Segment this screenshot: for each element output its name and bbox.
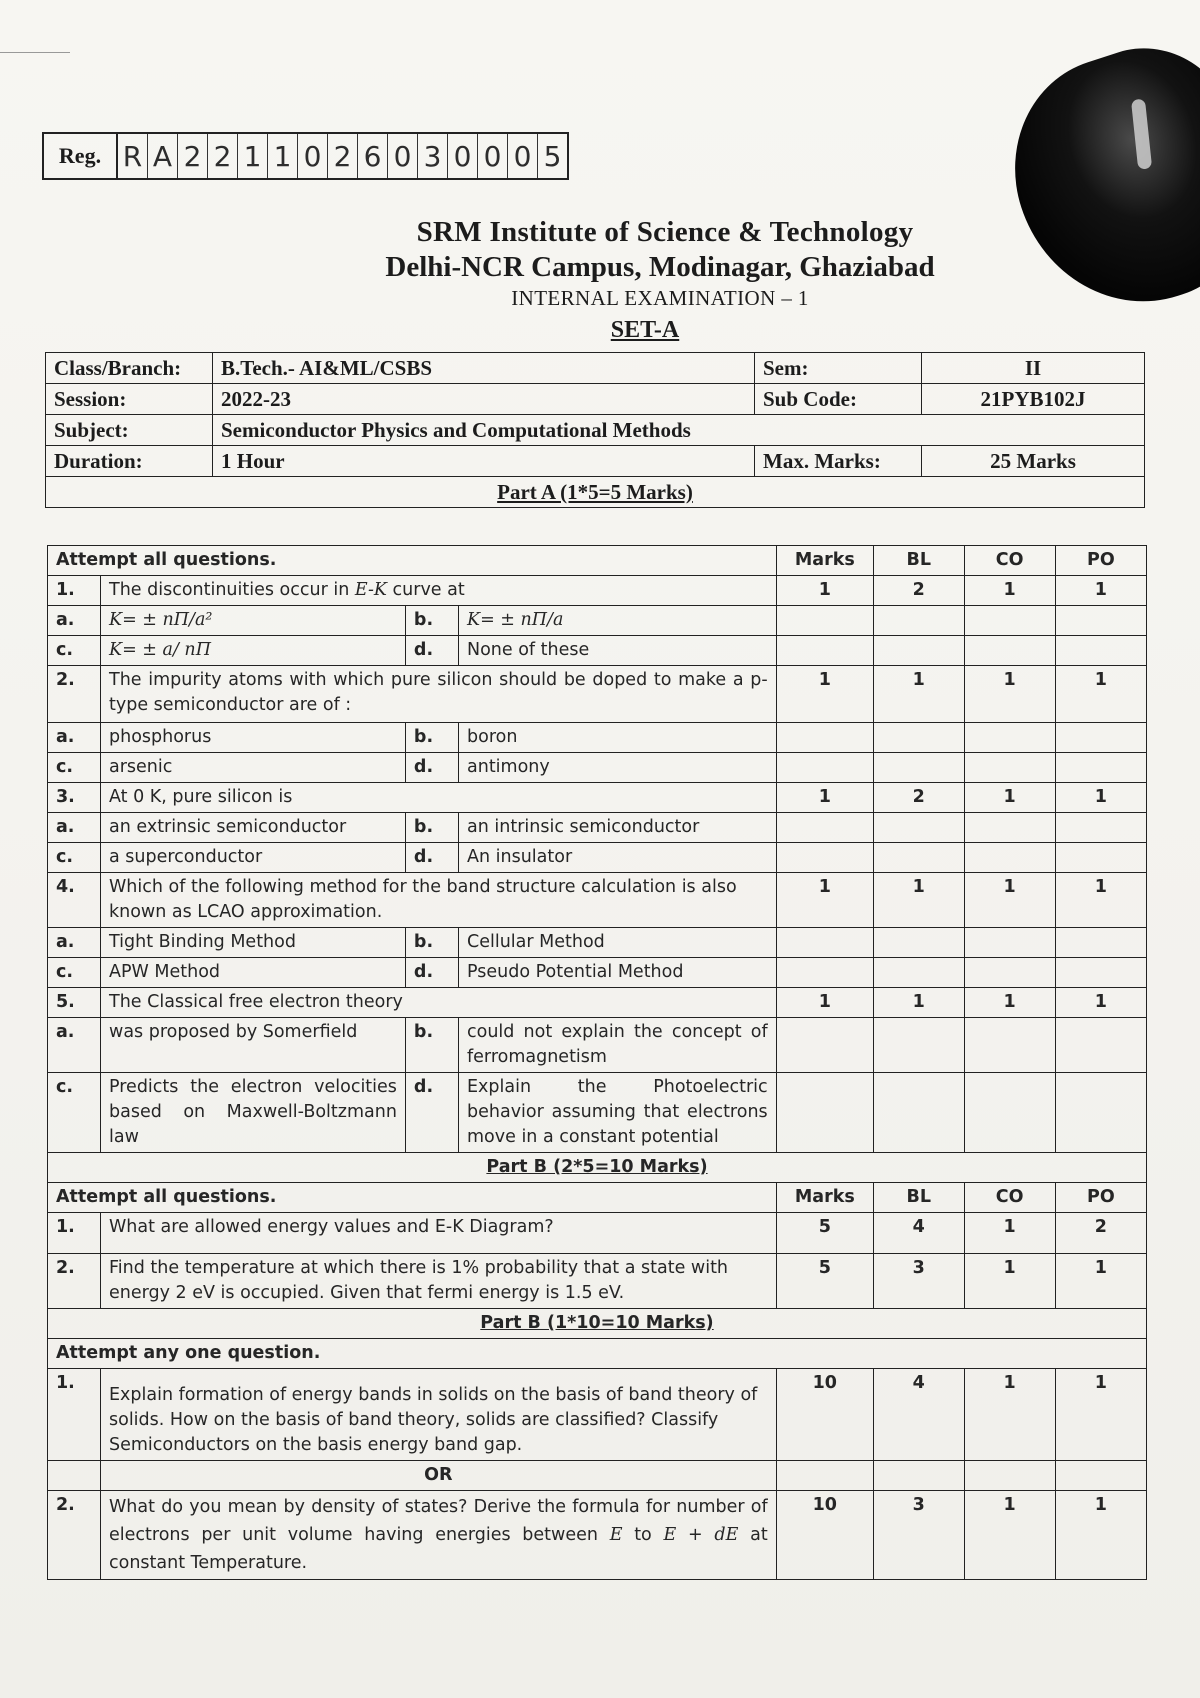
question-bl: 1 <box>873 873 964 928</box>
question-po: 1 <box>1055 1369 1146 1461</box>
exam-name: INTERNAL EXAMINATION – 1 <box>511 286 809 310</box>
option-b: boron <box>459 723 777 753</box>
option-row: a. Tight Binding Method b. Cellular Method <box>48 928 1147 958</box>
session-label: Session: <box>46 384 213 415</box>
option-c: a superconductor <box>101 843 406 873</box>
reg-digit: 6 <box>358 134 388 178</box>
question-number: 2. <box>48 666 101 723</box>
option-d: An insulator <box>459 843 777 873</box>
option-c: Predicts the electron velocities based on Maxwell-Boltzmann law <box>101 1073 406 1153</box>
question-bl: 4 <box>873 1369 964 1461</box>
question-row <box>48 1491 1147 1580</box>
question-row <box>48 1213 1147 1254</box>
question-text: At 0 K, pure silicon is <box>101 783 777 813</box>
question-po: 1 <box>1055 576 1146 606</box>
subcode-value: 21PYB102J <box>922 384 1145 415</box>
exam-header <box>0 216 1200 344</box>
question-bl: 3 <box>873 1254 964 1309</box>
co-header: CO <box>964 546 1055 576</box>
question-number: 3. <box>48 783 101 813</box>
question-co: 1 <box>964 783 1055 813</box>
question-marks: 1 <box>776 873 873 928</box>
question-marks: 5 <box>776 1254 873 1309</box>
option-row: c. Predicts the electron velocities based on Maxwell-Boltzmann law d. Explain the Photoelectric behavior assuming that electrons move in a constant potential <box>48 1073 1147 1153</box>
option-b: an intrinsic semiconductor <box>459 813 777 843</box>
exam-info-table <box>45 352 1145 508</box>
option-a: was proposed by Somerfield <box>101 1018 406 1073</box>
question-bl: 1 <box>873 988 964 1018</box>
duration-label: Duration: <box>46 446 213 477</box>
option-row: a. phosphorus b. boron <box>48 723 1147 753</box>
or-separator: OR <box>101 1461 777 1491</box>
question-po: 1 <box>1055 873 1146 928</box>
option-row: c. APW Method d. Pseudo Potential Method <box>48 958 1147 988</box>
questions-table <box>47 545 1147 1580</box>
question-text: The Classical free electron theory <box>101 988 777 1018</box>
question-text: The impurity atoms with which pure silicon should be doped to make a p-type semiconductor are of : <box>101 666 777 723</box>
option-b: K= ± nΠ/a <box>459 606 777 636</box>
reg-digit: 5 <box>543 139 562 173</box>
question-row <box>48 1369 1147 1461</box>
question-row <box>48 783 1147 813</box>
option-d: Pseudo Potential Method <box>459 958 777 988</box>
question-text: What do you mean by density of states? Derive the formula for number of electrons per unit volume having energies between E to E + dE at constant Temperature. <box>101 1491 777 1580</box>
question-marks: 1 <box>776 576 873 606</box>
part-a-instruction: Attempt all questions. <box>48 546 777 576</box>
part-a-title: Part A (1*5=5 Marks) <box>497 479 693 504</box>
question-po: 1 <box>1055 1491 1146 1580</box>
question-marks: 1 <box>776 783 873 813</box>
question-bl: 2 <box>873 576 964 606</box>
option-row: c. K= ± a/ nΠ d. None of these <box>48 636 1147 666</box>
option-a: K= ± nΠ/a² <box>101 606 406 636</box>
option-c: APW Method <box>101 958 406 988</box>
question-text: Find the temperature at which there is 1% probability that a state with energy 2 eV is occupied. Given that fermi energy is 1.5 eV. <box>101 1254 777 1309</box>
option-a: an extrinsic semiconductor <box>101 813 406 843</box>
reg-digit: 1 <box>268 134 298 178</box>
option-row: a. K= ± nΠ/a² b. K= ± nΠ/a <box>48 606 1147 636</box>
part-b2-title: Part B (1*10=10 Marks) <box>48 1309 1147 1339</box>
question-co: 1 <box>964 576 1055 606</box>
registration-digits <box>118 134 567 178</box>
marks-header: Marks <box>776 546 873 576</box>
option-row: a. an extrinsic semiconductor b. an intrinsic semiconductor <box>48 813 1147 843</box>
option-c: K= ± a/ nΠ <box>101 636 406 666</box>
part-b1-title: Part B (2*5=10 Marks) <box>48 1153 1147 1183</box>
question-marks: 5 <box>776 1213 873 1254</box>
question-text: Explain formation of energy bands in solids on the basis of band theory of solids. How on the basis of band theory, solids are classified? Classify Semiconductors on the basis energy band gap. <box>101 1369 777 1461</box>
part-b1-instruction: Attempt all questions. <box>48 1183 777 1213</box>
question-po: 1 <box>1055 783 1146 813</box>
question-number: 2. <box>48 1254 101 1309</box>
question-co: 1 <box>964 988 1055 1018</box>
question-bl: 1 <box>873 666 964 723</box>
reg-digit: 2 <box>208 134 238 178</box>
option-c: arsenic <box>101 753 406 783</box>
part-a-title-cell <box>46 477 1145 508</box>
sem-label: Sem: <box>755 353 922 384</box>
registration-label: Reg. <box>44 134 118 178</box>
question-po: 2 <box>1055 1213 1146 1254</box>
bl-header: BL <box>873 546 964 576</box>
option-d: Explain the Photoelectric behavior assuming that electrons move in a constant potential <box>459 1073 777 1153</box>
question-number: 4. <box>48 873 101 928</box>
question-marks: 1 <box>776 666 873 723</box>
question-co: 1 <box>964 873 1055 928</box>
question-text: Which of the following method for the band structure calculation is also known as LCAO approximation. <box>101 873 777 928</box>
option-d: None of these <box>459 636 777 666</box>
question-po: 1 <box>1055 666 1146 723</box>
question-row <box>48 1254 1147 1309</box>
duration-value: 1 Hour <box>213 446 755 477</box>
question-number: 1. <box>48 1369 101 1461</box>
reg-digit: 2 <box>178 134 208 178</box>
question-row <box>48 988 1147 1018</box>
registration-box <box>42 132 569 180</box>
bl-header: BL <box>873 1183 964 1213</box>
question-co: 1 <box>964 1369 1055 1461</box>
institute-name: SRM Institute of Science & Technology <box>416 216 914 248</box>
question-number: 2. <box>48 1491 101 1580</box>
option-b: could not explain the concept of ferromagnetism <box>459 1018 777 1073</box>
question-row <box>48 666 1147 723</box>
reg-digit: 0 <box>508 134 538 178</box>
maxmarks-value: 25 Marks <box>922 446 1145 477</box>
question-bl: 4 <box>873 1213 964 1254</box>
option-row: a. was proposed by Somerfield b. could not explain the concept of ferromagnetism <box>48 1018 1147 1073</box>
question-bl: 2 <box>873 783 964 813</box>
part-b2-instruction: Attempt any one question. <box>48 1339 1147 1369</box>
question-marks: 1 <box>776 988 873 1018</box>
option-a: phosphorus <box>101 723 406 753</box>
class-label: Class/Branch: <box>46 353 213 384</box>
question-row <box>48 576 1147 606</box>
reg-digit: 0 <box>478 134 508 178</box>
question-text: What are allowed energy values and E-K Diagram? <box>101 1213 777 1254</box>
subcode-label: Sub Code: <box>755 384 922 415</box>
reg-digit: 1 <box>238 134 268 178</box>
question-co: 1 <box>964 1491 1055 1580</box>
scan-edge-line <box>0 52 70 53</box>
po-header: PO <box>1055 1183 1146 1213</box>
reg-digit: 3 <box>418 134 448 178</box>
sem-value: II <box>922 353 1145 384</box>
question-number: 1. <box>48 1213 101 1254</box>
subject-label: Subject: <box>46 415 213 446</box>
question-co: 1 <box>964 1213 1055 1254</box>
set-label: SET-A <box>610 317 680 343</box>
question-number: 5. <box>48 988 101 1018</box>
question-number: 1. <box>48 576 101 606</box>
question-co: 1 <box>964 1254 1055 1309</box>
reg-digit: R <box>118 134 148 178</box>
reg-digit: 0 <box>448 134 478 178</box>
question-po: 1 <box>1055 1254 1146 1309</box>
question-marks: 10 <box>776 1369 873 1461</box>
class-value: B.Tech.- AI&ML/CSBS <box>213 353 755 384</box>
subject-value: Semiconductor Physics and Computational Methods <box>213 415 1145 446</box>
option-d: antimony <box>459 753 777 783</box>
marks-header: Marks <box>776 1183 873 1213</box>
question-bl: 3 <box>873 1491 964 1580</box>
reg-digit: 2 <box>328 134 358 178</box>
option-row: c. arsenic d. antimony <box>48 753 1147 783</box>
option-b: Cellular Method <box>459 928 777 958</box>
question-text: The discontinuities occur in E-K curve at <box>101 576 777 606</box>
question-po: 1 <box>1055 988 1146 1018</box>
option-row: c. a superconductor d. An insulator <box>48 843 1147 873</box>
co-header: CO <box>964 1183 1055 1213</box>
reg-digit: 0 <box>298 134 328 178</box>
maxmarks-label: Max. Marks: <box>755 446 922 477</box>
session-value: 2022-23 <box>213 384 755 415</box>
question-marks: 10 <box>776 1491 873 1580</box>
question-co: 1 <box>964 666 1055 723</box>
question-row <box>48 873 1147 928</box>
reg-digit: 0 <box>388 134 418 178</box>
po-header: PO <box>1055 546 1146 576</box>
option-a: Tight Binding Method <box>101 928 406 958</box>
reg-digit: A <box>148 134 178 178</box>
campus-name: Delhi-NCR Campus, Modinagar, Ghaziabad <box>385 251 935 283</box>
